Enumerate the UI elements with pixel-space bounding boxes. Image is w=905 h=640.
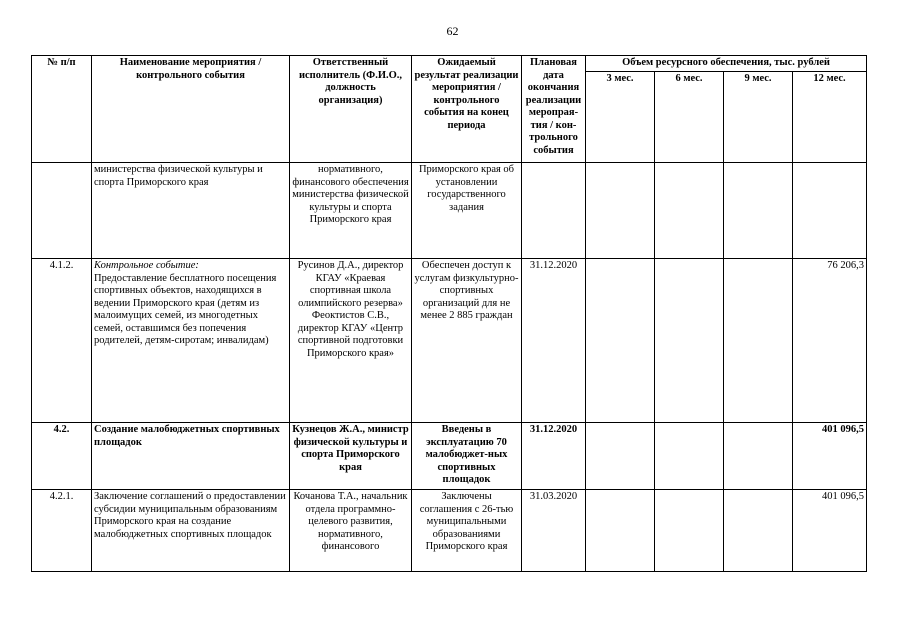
row-date: 31.03.2020 [522, 490, 586, 572]
header-row-1 [32, 56, 867, 72]
header-responsible: Ответственный исполнитель (Ф.И.О., должность организация) [290, 56, 412, 163]
row-name-text: Предоставление бесплатного посещения спортивных объектов, находящихся в ведении Приморского края (детям из малоимущих семей, из многодетных семей, оставшимся без попечения родителей, детям-сиротам; инвалидам) [94, 272, 277, 346]
row-3m [586, 163, 655, 259]
row-result: Введены в эксплуатацию 70 малобюджет-ных спортивных площадок [412, 423, 522, 490]
row-12m: 76 206,3 [793, 259, 867, 423]
row-result: Заключены соглашения с 26-тью муниципальными образованиями Приморского края [412, 490, 522, 572]
header-12m: 12 мес. [793, 71, 867, 163]
row-date: 31.12.2020 [522, 423, 586, 490]
row-name [92, 259, 290, 423]
row-9m [724, 259, 793, 423]
row-responsible: Русинов Д.А., директор КГАУ «Краевая спортивная школа олимпийского резерва» Феоктистов С.В., директор КГАУ «Центр спортивной подготовки Приморского края» [290, 259, 412, 423]
header-6m: 6 мес. [655, 71, 724, 163]
header-num: № п/п [32, 56, 92, 163]
row-date: 31.12.2020 [522, 259, 586, 423]
row-6m [655, 259, 724, 423]
table-row [32, 163, 867, 259]
activities-table [31, 55, 867, 572]
row-name: Создание малобюджетных спортивных площадок [92, 423, 290, 490]
table-row [32, 259, 867, 423]
row-num: 4.2. [32, 423, 92, 490]
row-name: Заключение соглашений о предоставлении субсидии муниципальным образованиям Приморского края на создание малобюджетных спортивных площадок [92, 490, 290, 572]
row-responsible: Кочанова Т.А., начальник отдела программно-целевого развития, нормативного, финансового [290, 490, 412, 572]
row-12m: 401 096,5 [793, 423, 867, 490]
table-row [32, 423, 867, 490]
header-result: Ожидаемый результат реализации мероприятия / контрольного события на конец периода [412, 56, 522, 163]
row-9m [724, 490, 793, 572]
row-num: 4.2.1. [32, 490, 92, 572]
row-6m [655, 423, 724, 490]
header-resources: Объем ресурсного обеспечения, тыс. рублей [586, 56, 867, 72]
row-9m [724, 163, 793, 259]
control-event-label: Контрольное событие: [94, 260, 199, 271]
row-3m [586, 259, 655, 423]
row-3m [586, 423, 655, 490]
row-6m [655, 163, 724, 259]
row-responsible: Кузнецов Ж.А., министр физической культуры и спорта Приморского края [290, 423, 412, 490]
row-result: Обеспечен доступ к услугам физкультурно-спортивных организаций для не менее 2 885 граждан [412, 259, 522, 423]
row-responsible: нормативного, финансового обеспечения министерства физической культуры и спорта Приморского края [290, 163, 412, 259]
row-9m [724, 423, 793, 490]
row-num: 4.1.2. [32, 259, 92, 423]
header-3m: 3 мес. [586, 71, 655, 163]
header-date: Плановая дата окончания реализации меропрая-тия / кон-трольного события [522, 56, 586, 163]
row-result: Приморского края об установлении государственного задания [412, 163, 522, 259]
page-number: 62 [446, 24, 459, 38]
row-3m [586, 490, 655, 572]
row-num [32, 163, 92, 259]
row-12m: 401 096,5 [793, 490, 867, 572]
row-6m [655, 490, 724, 572]
header-9m: 9 мес. [724, 71, 793, 163]
header-name: Наименование мероприятия / контрольного события [92, 56, 290, 163]
row-name: министерства физической культуры и спорта Приморского края [92, 163, 290, 259]
table-row [32, 490, 867, 572]
row-date [522, 163, 586, 259]
row-12m [793, 163, 867, 259]
